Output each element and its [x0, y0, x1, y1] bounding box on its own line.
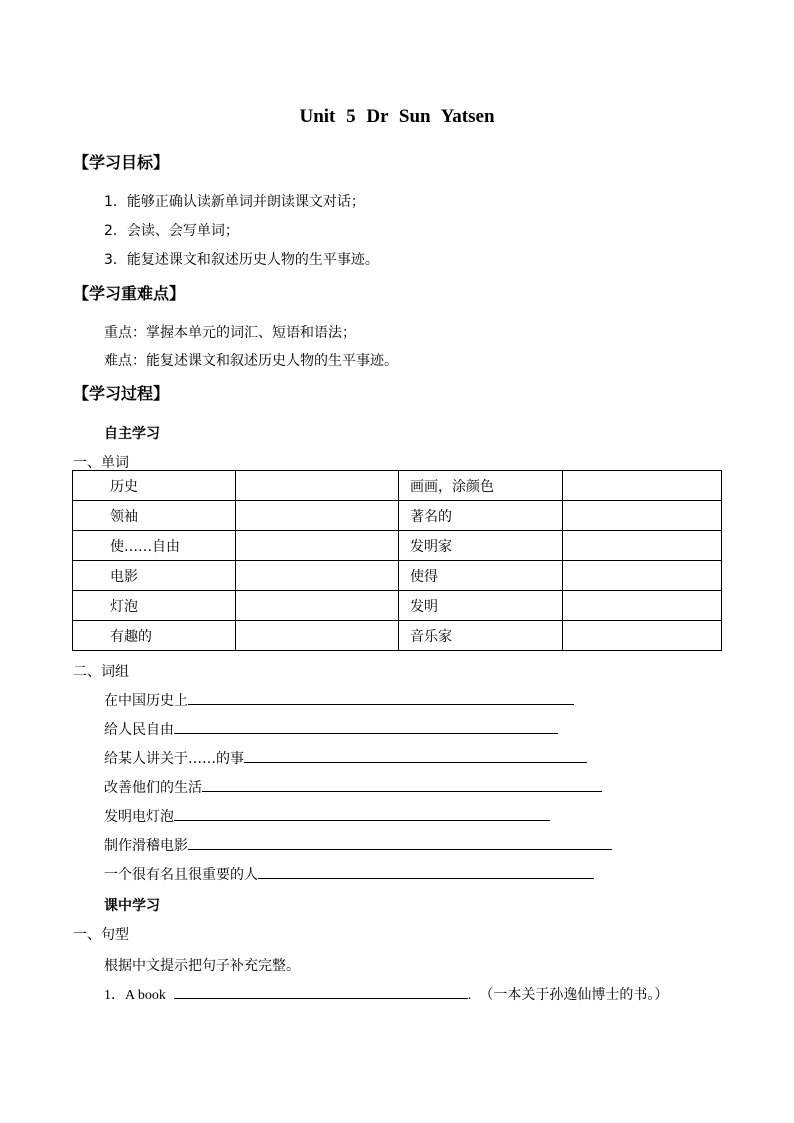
answer-blank[interactable]: [174, 984, 468, 999]
answer-blank[interactable]: [188, 690, 574, 705]
table-row: [73, 501, 722, 531]
word-cn: 灯泡: [73, 591, 236, 621]
answer-blank[interactable]: [258, 864, 594, 879]
answer-blank[interactable]: [174, 719, 558, 734]
in-class-label: 课中学习: [104, 898, 160, 914]
page-title: Unit 5 Dr Sun Yatsen: [299, 106, 495, 127]
sentence-prefix: 1．A book: [104, 988, 166, 1003]
key-points-heading: 【学习重难点】: [73, 284, 186, 303]
word-cn: 使……自由: [73, 531, 236, 561]
answer-blank[interactable]: [202, 777, 602, 792]
table-row: [73, 531, 722, 561]
phrase-label: 在中国历史上: [104, 693, 188, 709]
phrase-item: [104, 864, 594, 884]
word-cn: 著名的: [399, 501, 563, 531]
word-cn: 电影: [73, 561, 236, 591]
answer-cell[interactable]: [563, 501, 722, 531]
phrase-item: [104, 806, 550, 826]
objectives-heading: 【学习目标】: [73, 153, 170, 172]
answer-cell[interactable]: [236, 591, 399, 621]
sentence-end: .: [467, 988, 472, 1003]
word-cn: 画画，涂颜色: [399, 471, 563, 501]
objective-item: 3．能复述课文和叙述历史人物的生平事迹。: [104, 252, 379, 268]
word-cn: 音乐家: [399, 621, 563, 651]
answer-cell[interactable]: [236, 561, 399, 591]
phrase-item: [104, 835, 612, 855]
answer-cell[interactable]: [236, 531, 399, 561]
table-row: [73, 561, 722, 591]
self-study-label: 自主学习: [104, 426, 160, 442]
sentence-item: [104, 984, 668, 1004]
sentence-hint: （一本关于孙逸仙博士的书。）: [479, 987, 669, 1003]
answer-blank[interactable]: [188, 835, 612, 850]
answer-cell[interactable]: [563, 621, 722, 651]
phrase-label: 发明电灯泡: [104, 809, 174, 825]
word-cn: 领袖: [73, 501, 236, 531]
phrase-label: 给某人讲关于……的事: [104, 751, 244, 767]
answer-cell[interactable]: [563, 471, 722, 501]
phrase-label: 一个很有名且很重要的人: [104, 867, 258, 883]
answer-cell[interactable]: [236, 501, 399, 531]
instruction-text: 根据中文提示把句子补充完整。: [104, 958, 300, 974]
answer-blank[interactable]: [244, 748, 587, 763]
words-heading: 一、单词: [73, 455, 129, 471]
answer-cell[interactable]: [236, 621, 399, 651]
phrase-label: 给人民自由: [104, 722, 174, 738]
table-row: [73, 471, 722, 501]
phrase-label: 制作滑稽电影: [104, 838, 188, 854]
process-heading: 【学习过程】: [73, 384, 170, 403]
phrase-item: [104, 777, 602, 797]
table-row: [73, 621, 722, 651]
table-row: [73, 591, 722, 621]
vocabulary-table: [72, 470, 722, 651]
answer-cell[interactable]: [563, 561, 722, 591]
key-point-item: 重点：掌握本单元的词汇、短语和语法；: [104, 325, 356, 341]
answer-cell[interactable]: [563, 591, 722, 621]
objective-item: 2．会读、会写单词；: [104, 223, 239, 239]
objective-item: 1．能够正确认读新单词并朗读课文对话；: [104, 194, 365, 210]
sentence-heading: 一、句型: [73, 927, 129, 943]
answer-cell[interactable]: [236, 471, 399, 501]
answer-cell[interactable]: [563, 531, 722, 561]
phrase-item: [104, 748, 587, 768]
word-cn: 发明: [399, 591, 563, 621]
phrases-heading: 二、词组: [73, 664, 129, 680]
word-cn: 有趣的: [73, 621, 236, 651]
word-cn: 历史: [73, 471, 236, 501]
phrase-label: 改善他们的生活: [104, 780, 202, 796]
word-cn: 使得: [399, 561, 563, 591]
phrase-item: [104, 719, 558, 739]
word-cn: 发明家: [399, 531, 563, 561]
answer-blank[interactable]: [174, 806, 550, 821]
key-point-item: 难点：能复述课文和叙述历史人物的生平事迹。: [104, 353, 398, 369]
phrase-item: [104, 690, 574, 710]
